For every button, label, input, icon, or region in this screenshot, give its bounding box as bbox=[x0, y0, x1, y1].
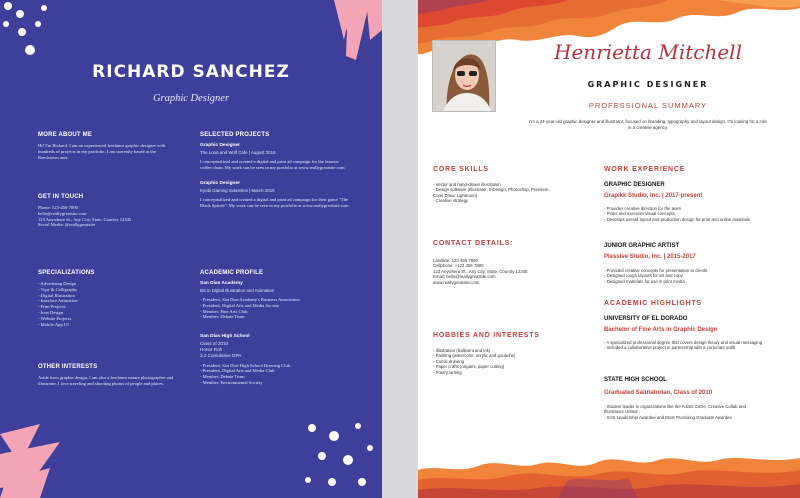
school-item: - Member, Fine Arts Club bbox=[200, 308, 248, 314]
school-note: - Student leader in organizations like the Artists Circle, Creative Collab and bbox=[604, 404, 746, 409]
contact-line: hello@reallygreatsite.com bbox=[38, 210, 87, 216]
school-name: San Dias High School bbox=[200, 334, 250, 340]
contact-detail: www.reallygreatsite.com bbox=[433, 279, 480, 285]
specialization-item: - Mobile App UI bbox=[38, 321, 69, 327]
contact-heading: GET IN TOUCH bbox=[38, 194, 84, 200]
summary-heading: PROFESSIONAL SUMMARY bbox=[588, 101, 708, 110]
summary-text: I'm a 24-year-old graphic designer and illustrator, focused on branding, typography and layout design. I'm looking for a role in a creative agency. bbox=[529, 119, 767, 131]
school-item: - Member, Debate Team bbox=[200, 374, 245, 380]
left-resume bbox=[0, 0, 382, 498]
core-skills-heading: CORE SKILLS bbox=[433, 166, 489, 173]
specializations-section bbox=[38, 270, 173, 327]
profile-photo bbox=[432, 40, 496, 112]
specialization-item: - Advertising Design bbox=[38, 281, 77, 286]
school-name: San Dias Academy bbox=[200, 281, 243, 286]
specialization-item: - Website Projects bbox=[38, 315, 72, 321]
skill-item: - Vector and hand-drawn illustration bbox=[433, 182, 501, 187]
hobbies-list bbox=[433, 348, 603, 375]
academic-heading: ACADEMIC PROFILE bbox=[200, 270, 264, 276]
job-duties bbox=[604, 206, 794, 222]
school-line: 3.2 Cumulative GPA bbox=[200, 352, 242, 358]
job-title: GRAPHIC DESIGNER bbox=[604, 182, 665, 188]
hobbies-heading: HOBBIES AND INTERESTS bbox=[433, 332, 540, 339]
school-item: - President, San Dias High School Drawing Club bbox=[200, 362, 291, 368]
job-duty: - Designed materials for use in print media bbox=[604, 278, 685, 284]
right-role: GRAPHIC DESIGNER bbox=[587, 80, 709, 89]
interests-section bbox=[38, 364, 176, 387]
school-note: - A specialized professional degree that covers design theory and visual messaging bbox=[604, 340, 763, 345]
job-duty: - Develops overall layout and production design for print and online materials bbox=[604, 216, 750, 222]
about-section bbox=[38, 132, 173, 161]
school-notes bbox=[604, 340, 794, 351]
contact-details-heading: CONTACT DETAILS: bbox=[433, 240, 514, 247]
school-degree: Graduated Salutatorian, Class of 2010 bbox=[604, 390, 713, 396]
about-heading: MORE ABOUT ME bbox=[38, 132, 93, 138]
contact-detail: Landline: 123 456 7890 bbox=[433, 258, 478, 263]
projects-section bbox=[200, 132, 350, 209]
specialization-item: - Type & Calligraphy bbox=[38, 286, 78, 292]
school-item: - President, Digital Arts and Media Society bbox=[200, 302, 280, 308]
school-notes bbox=[604, 404, 794, 420]
job-company: Grapikk Studio, Inc. | 2017-present bbox=[604, 193, 703, 199]
job-duty: - Provided creative concepts for presentation to clients bbox=[604, 268, 708, 273]
hobby-item: - Illustration (ballpoint and ink) bbox=[433, 348, 491, 353]
pink-brush-stroke-bottom bbox=[0, 424, 70, 498]
school-name: UNIVERSITY OF EL DORADO bbox=[604, 316, 688, 322]
right-resume bbox=[418, 0, 800, 498]
school-item: - President, San Dias Academy's Business Association bbox=[200, 297, 300, 302]
school-note: Illustrators United bbox=[604, 409, 638, 415]
school-item: - Member, Debate Team bbox=[200, 314, 245, 320]
left-role: Graphic Designer bbox=[152, 93, 230, 104]
school-note: - SHS Leadership Awardee and Most Promising Graduate Awardee bbox=[604, 414, 732, 420]
job-duty: - Plans and executes visual concepts bbox=[604, 211, 675, 217]
school-name: STATE HIGH SCHOOL bbox=[604, 377, 667, 383]
contact-detail: 123 Anywhere St., Any City, State, Country 12345 bbox=[433, 268, 528, 274]
school-line: Honor Roll bbox=[200, 346, 222, 352]
school-note: - Included a collaborative project in partnership with a corporate outfit bbox=[604, 345, 736, 351]
right-name: Henrietta Mitchell bbox=[554, 40, 742, 64]
job-duties bbox=[604, 268, 794, 284]
school-item: - President, Digital Arts and Media Club bbox=[200, 368, 275, 374]
job-company: Plessive Studio, Inc. | 2015-2017 bbox=[604, 254, 696, 260]
contact-section bbox=[38, 194, 173, 228]
work-experience-heading: WORK EXPERIENCE bbox=[604, 166, 686, 173]
project-meta: Kyobi Gaming Industries | March 2015 bbox=[200, 188, 275, 193]
hobby-item: - Comic drawing bbox=[433, 358, 465, 364]
project-title: Graphic Designer bbox=[200, 143, 240, 148]
core-skills-list bbox=[433, 182, 603, 204]
left-name: RICHARD SANCHEZ bbox=[92, 62, 290, 82]
project-meta: The Luna and Wolf Cafe | August 2019 bbox=[200, 150, 276, 155]
specialization-item: - Icon Design bbox=[38, 309, 64, 315]
interests-text: Aside from graphic design, I am also a freelance nature photographer and illustrator. I love traveling and shooting photos of people and places. bbox=[38, 375, 174, 386]
job-title: JUNIOR GRAPHIC ARTIST bbox=[604, 243, 680, 249]
academic-section bbox=[200, 270, 350, 386]
interests-heading: OTHER INTERESTS bbox=[38, 364, 98, 370]
specializations-heading: SPECIALIZATIONS bbox=[38, 270, 95, 276]
school-line: BS in Digital Illustration and Animation bbox=[200, 288, 275, 293]
hobby-item: - Paper crafts (origami, paper cutting) bbox=[433, 364, 505, 370]
school-item: - Member, Environmental Society bbox=[200, 379, 263, 385]
skill-item: - Creative strategy bbox=[433, 198, 469, 204]
hobby-item: - Poetry writing bbox=[433, 369, 462, 375]
portrait-image bbox=[433, 41, 496, 112]
project-title: Graphic Designer bbox=[200, 181, 240, 186]
academic-highlights-heading: ACADEMIC HIGHLIGHTS bbox=[604, 300, 703, 307]
contact-details-list bbox=[433, 258, 603, 285]
contact-detail: Cellphone: +123 456 7890 bbox=[433, 263, 484, 269]
job-duty: - Provides creative direction for the team bbox=[604, 206, 682, 211]
project-text: I conceptualized and created a digital and print ad campaign for their game "The Black Spirals". My work can be seen in my portfolio at www.reallygreatsite.com bbox=[200, 197, 349, 208]
contact-detail: Email: hello@reallygreatsite.com bbox=[433, 274, 496, 280]
contact-line: 123 Anywhere St., Any City, State, Country 12345 bbox=[38, 216, 132, 222]
specialization-item: - Interface Animation bbox=[38, 298, 78, 304]
about-text: Hi! I'm Richard. I am an experienced freelance graphic designer with hundreds of projects in my portfolio. I am currently based in the Reechtown area. bbox=[38, 143, 166, 160]
school-degree: Bachelor of Fine Arts in Graphic Design bbox=[604, 327, 718, 333]
hobby-item: - Painting (watercolor, acrylic and gouache) bbox=[433, 353, 516, 359]
skill-item: - Design software (Illustrator, InDesign, Photoshop, Premiere, bbox=[433, 187, 550, 193]
contact-line: Phone: 123-456-7890 bbox=[38, 205, 78, 210]
specialization-item: - Print Projects bbox=[38, 304, 66, 310]
projects-heading: SELECTED PROJECTS bbox=[200, 132, 270, 138]
job-duty: - Designed rough layouts for art and copy bbox=[604, 273, 683, 279]
specialization-item: - Digital Illustration bbox=[38, 292, 75, 298]
contact-line: Social Media: @reallygreatsite bbox=[38, 222, 96, 228]
skill-item: Corel Draw, Lightroom) bbox=[433, 192, 478, 198]
white-dots-bottom-right bbox=[292, 416, 382, 498]
school-line: Class of 2010 bbox=[200, 341, 229, 347]
watercolor-bottom-decoration bbox=[418, 450, 800, 498]
project-text: I conceptualized and created a digital and print ad campaign for the famous coffee chain. My work can be seen in my portfolio at www.reallygreatsite.com bbox=[200, 159, 345, 170]
